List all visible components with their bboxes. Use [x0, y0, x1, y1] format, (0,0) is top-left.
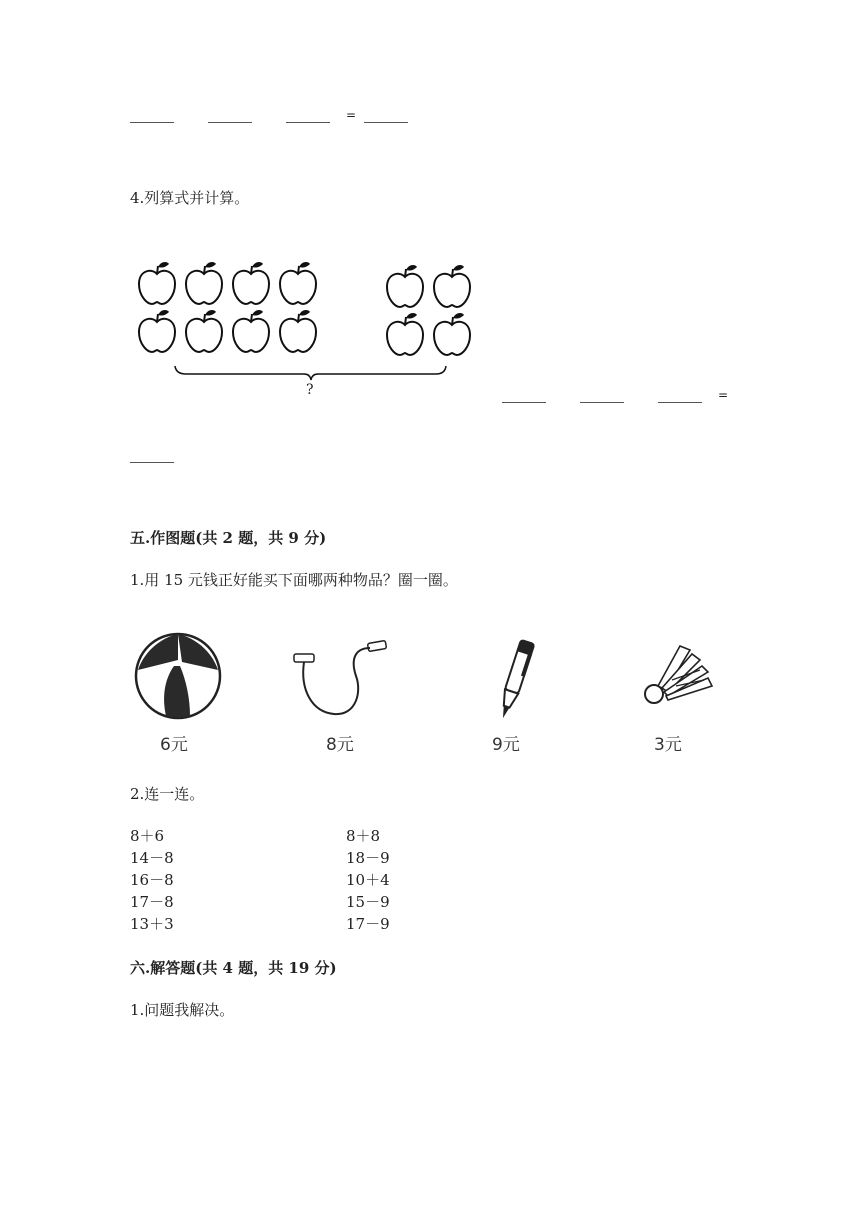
expression-right[interactable]: 18－9: [346, 849, 390, 867]
brace: [175, 366, 446, 380]
shuttlecock-icon[interactable]: [640, 640, 720, 710]
expression-right[interactable]: 15－9: [346, 893, 390, 911]
expression-left[interactable]: 13＋3: [130, 915, 174, 933]
section-5-heading: 五.作图题(共 2 题，共 9 分): [130, 529, 327, 547]
ball-icon[interactable]: [134, 630, 224, 720]
expression-right[interactable]: 17－9: [346, 915, 390, 933]
apple-icon: [280, 310, 316, 352]
apple-icon: [434, 313, 470, 355]
section-6-heading: 六.解答题(共 4 题，共 19 分): [130, 959, 337, 977]
apple-icon: [139, 262, 175, 304]
price-label: 3元: [654, 735, 682, 755]
section-5-question-1-title: 1.用 15 元钱正好能买下面哪两种物品？圈一圈。: [130, 571, 458, 589]
answer-blank[interactable]: [658, 402, 702, 403]
question-4-title: 4.列算式并计算。: [130, 189, 250, 207]
apple-icon: [233, 262, 269, 304]
expression-right[interactable]: 10＋4: [346, 871, 390, 889]
price-label: 8元: [326, 735, 354, 755]
equals-sign: =: [346, 108, 357, 122]
pen-icon[interactable]: [490, 636, 540, 726]
answer-blank[interactable]: [580, 402, 624, 403]
apples-figure: [130, 258, 480, 398]
section-5-question-2-title: 2.连一连。: [130, 785, 205, 803]
section-6-question-1-title: 1.问题我解决。: [130, 1001, 235, 1019]
jump-rope-icon[interactable]: [290, 640, 390, 720]
price-label: 6元: [160, 735, 188, 755]
question-mark: ?: [306, 382, 314, 398]
apple-icon: [387, 265, 423, 307]
answer-blank[interactable]: [364, 122, 408, 123]
apple-icon: [280, 262, 316, 304]
expression-left[interactable]: 17－8: [130, 893, 174, 911]
answer-blank[interactable]: [502, 402, 546, 403]
apple-icon: [233, 310, 269, 352]
price-label: 9元: [492, 735, 520, 755]
equals-sign: =: [718, 388, 729, 402]
answer-blank[interactable]: [130, 122, 174, 123]
apple-icon: [139, 310, 175, 352]
answer-blank[interactable]: [130, 462, 174, 463]
expression-left[interactable]: 14－8: [130, 849, 174, 867]
apple-icon: [387, 313, 423, 355]
expression-left[interactable]: 8＋6: [130, 827, 165, 845]
expression-right[interactable]: 8＋8: [346, 827, 381, 845]
apple-icon: [434, 265, 470, 307]
apple-icon: [186, 310, 222, 352]
answer-blank[interactable]: [286, 122, 330, 123]
expression-left[interactable]: 16－8: [130, 871, 174, 889]
answer-blank[interactable]: [208, 122, 252, 123]
apple-icon: [186, 262, 222, 304]
